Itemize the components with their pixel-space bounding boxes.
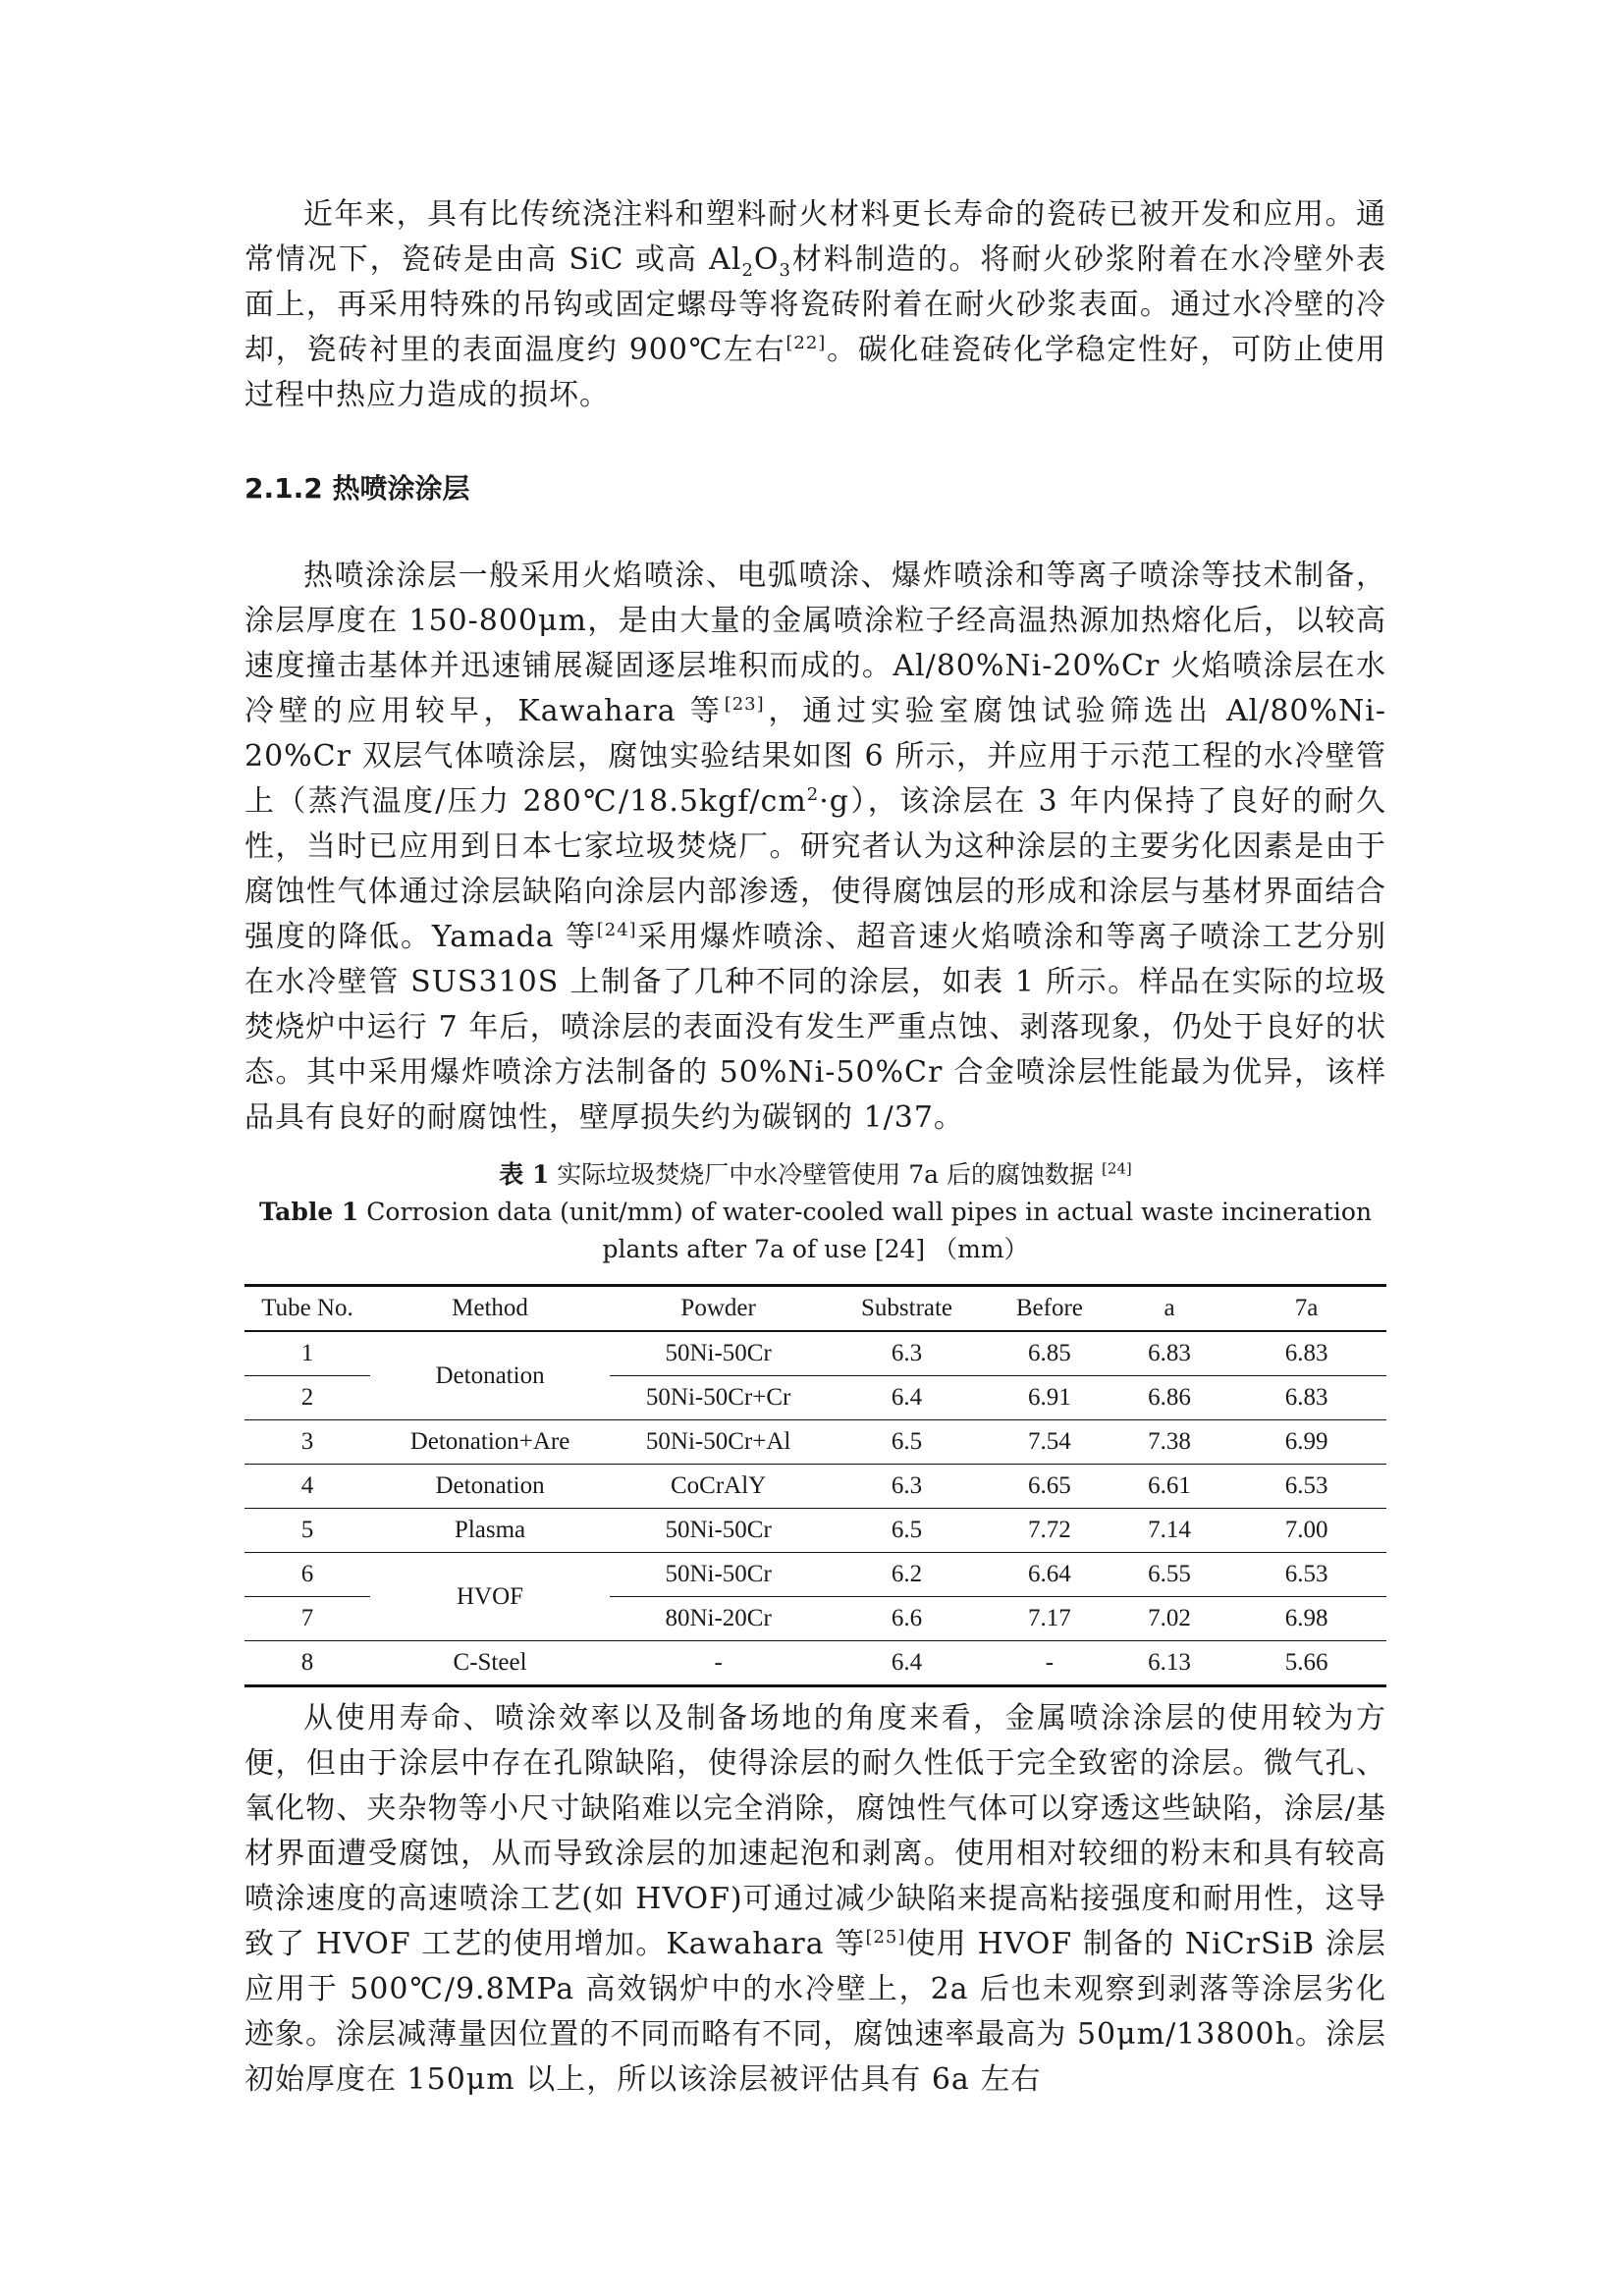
table-cell: 6.5 (827, 1420, 987, 1465)
table-cell: 6.4 (827, 1641, 987, 1686)
table-cell: - (610, 1641, 827, 1686)
table-cell: CoCrAlY (610, 1465, 827, 1509)
table-caption-en: Table 1 Corrosion data (unit/mm) of water-cooled wall pipes in actual waste incineration plants after 7a of use [24] （mm） (258, 1198, 1373, 1263)
corrosion-data-table (244, 1284, 1386, 1687)
header-powder: Powder (610, 1286, 827, 1332)
table-cell: 6.86 (1112, 1376, 1226, 1420)
table-cell: 6 (244, 1553, 370, 1597)
table-cell: Detonation+Are (370, 1420, 610, 1465)
table-cell: 7.72 (987, 1509, 1112, 1553)
table-cell: 7.00 (1226, 1509, 1386, 1553)
citation-24: [24] (596, 920, 637, 940)
table-caption-cn: 表 1 实际垃圾焚烧厂中水冷壁管使用 7a 后的腐蚀数据 [24] (499, 1159, 1132, 1189)
table-cell: Detonation (370, 1465, 610, 1509)
table-cell: 6.53 (1226, 1465, 1386, 1509)
header-before: Before (987, 1286, 1112, 1332)
table-cell: 6.55 (1112, 1553, 1226, 1597)
table-cell: Detonation (370, 1331, 610, 1420)
table-cell: 7.54 (987, 1420, 1112, 1465)
section-heading: 2.1.2 热喷涂涂层 (244, 472, 470, 505)
table-cell: 6.64 (987, 1553, 1112, 1597)
citation-23: [23] (724, 694, 765, 715)
table-cell: HVOF (370, 1553, 610, 1641)
citation-22: [22] (785, 333, 827, 353)
table-cell: 8 (244, 1641, 370, 1686)
paragraph-2: 热喷涂涂层一般采用火焰喷涂、电弧喷涂、爆炸喷涂和等离子喷涂等技术制备，涂层厚度在 150-800μm，是由大量的金属喷涂粒子经高温热源加热熔化后，以较高速度撞击基体并迅速铺展凝固逐层堆积而成的。Al/80%Ni-20%Cr 火焰喷涂层在水冷壁的应用较早，Kawahara 等[23]，通过实验室腐蚀试验筛选出 Al/80%Ni-20%Cr 双层气体喷涂层，腐蚀实验结果如图 6 所示，并应用于示范工程的水冷壁管上（蒸汽温度/压力 $280℃/18.5kgf/cm^2\cdot g$），该涂层在 3 年内保持了良好的耐久性，当时已应用到日本七家垃圾焚烧厂。研究者认为这种涂层的主要劣化因素是由于腐蚀性气体通过涂层缺陷向涂层内部渗透，使得腐蚀层的形成和涂层与基材界面结合强度的降低。Yamada 等[24]采用爆炸喷涂、超音速火焰喷涂和等离子喷涂工艺分别在水冷壁管 SUS310S 上制备了几种不同的涂层，如表 1 所示。样品在实际的垃圾焚烧炉中运行 7 年后，喷涂层的表面没有发生严重点蚀、剥落现象，仍处于良好的状态。其中采用爆炸喷涂方法制备的 50%Ni-50%Cr 合金喷涂层性能最为优异，该样品具有良好的耐腐蚀性，壁厚损失约为碳钢的 1/37。 (244, 559, 1386, 1135)
paragraph-3: 从使用寿命、喷涂效率以及制备场地的角度来看，金属喷涂涂层的使用较为方便，但由于涂层中存在孔隙缺陷，使得涂层的耐久性低于完全致密的涂层。微气孔、氧化物、夹杂物等小尺寸缺陷难以完全消除，腐蚀性气体可以穿透这些缺陷，涂层/基材界面遭受腐蚀，从而导致涂层的加速起泡和剥离。使用相对较细的粉末和具有较高喷涂速度的高速喷涂工艺(如 HVOF)可通过减少缺陷来提高粘接强度和耐用性，这导致了 HVOF 工艺的使用增加。Kawahara 等[25]使用 HVOF 制备的 NiCrSiB 涂层应用于 500℃/9.8MPa 高效锅炉中的水冷壁上，2a 后也未观察到剥落等涂层劣化迹象。涂层减薄量因位置的不同而略有不同，腐蚀速率最高为 50μm/13800h。涂层初始厚度在 150μm 以上，所以该涂层被评估具有 6a 左右 (244, 1701, 1387, 2097)
paragraph-tile-lining (244, 192, 1386, 418)
table-cell: 2 (244, 1376, 370, 1420)
table-cell: 6.3 (827, 1465, 987, 1509)
table-row (244, 1465, 1386, 1509)
table-cell: 7.38 (1112, 1420, 1226, 1465)
table-cell: 50Ni-50Cr (610, 1553, 827, 1597)
paragraph-thermal-spray (244, 554, 1386, 1141)
table-header-row (244, 1286, 1386, 1332)
table-cell: 5.66 (1226, 1641, 1386, 1686)
table-cell: 50Ni-50Cr+Cr (610, 1376, 827, 1420)
table-cell: 6.83 (1226, 1331, 1386, 1376)
table-cell: 6.99 (1226, 1420, 1386, 1465)
table-cell: 5 (244, 1509, 370, 1553)
table-cell: 6.2 (827, 1553, 987, 1597)
table-cell: 1 (244, 1331, 370, 1376)
table-cell: 6.91 (987, 1376, 1112, 1420)
table-cell: 6.53 (1226, 1553, 1386, 1597)
table-cell: 6.5 (827, 1509, 987, 1553)
header-a: a (1112, 1286, 1226, 1332)
paragraph-1: 近年来，具有比传统浇注料和塑料耐火材料更长寿命的瓷砖已被开发和应用。通常情况下，瓷砖是由高 SiC 或高 $Al_2O_3$材料制造的。将耐火砂浆附着在水冷壁外表面上，再采用特殊的吊钩或固定螺母等将瓷砖附着在耐火砂浆表面。通过水冷壁的冷却，瓷砖衬里的表面温度约 900℃左右[22]。碳化硅瓷砖化学稳定性好，可防止使用过程中热应力造成的损坏。 (244, 197, 1387, 412)
corrosion-table-wrap (244, 1284, 1386, 1687)
table-cell: 7.17 (987, 1597, 1112, 1641)
table-cell: 4 (244, 1465, 370, 1509)
section-heading-wrap (244, 467, 1386, 507)
table-cell: 3 (244, 1420, 370, 1465)
table-cell: 80Ni-20Cr (610, 1597, 827, 1641)
table-caption (244, 1156, 1386, 1268)
table-cell: 6.3 (827, 1331, 987, 1376)
paragraph-hvof (244, 1696, 1386, 2103)
table-cell: 7.14 (1112, 1509, 1226, 1553)
table-cell: Plasma (370, 1509, 610, 1553)
table-cell: 7.02 (1112, 1597, 1226, 1641)
table-row (244, 1420, 1386, 1465)
table-cell: 50Ni-50Cr (610, 1331, 827, 1376)
header-7a: 7a (1226, 1286, 1386, 1332)
table-cell: 6.85 (987, 1331, 1112, 1376)
table-cell: 50Ni-50Cr+Al (610, 1420, 827, 1465)
table-cell: 7 (244, 1597, 370, 1641)
table-cell: 50Ni-50Cr (610, 1509, 827, 1553)
table-cell: 6.83 (1226, 1376, 1386, 1420)
table-row (244, 1331, 1386, 1376)
table-cell: 6.98 (1226, 1597, 1386, 1641)
table-cell: - (987, 1641, 1112, 1686)
header-method: Method (370, 1286, 610, 1332)
header-tube-no: Tube No. (244, 1286, 370, 1332)
table-row (244, 1641, 1386, 1686)
table-cell: 6.4 (827, 1376, 987, 1420)
table-cell: C-Steel (370, 1641, 610, 1686)
table-cell: 6.61 (1112, 1465, 1226, 1509)
table-cell: 6.13 (1112, 1641, 1226, 1686)
table-row (244, 1509, 1386, 1553)
citation-25: [25] (865, 1927, 906, 1948)
table-cell: 6.83 (1112, 1331, 1226, 1376)
table-cell: 6.65 (987, 1465, 1112, 1509)
table-cell: 6.6 (827, 1597, 987, 1641)
header-substrate: Substrate (827, 1286, 987, 1332)
table-row (244, 1553, 1386, 1597)
